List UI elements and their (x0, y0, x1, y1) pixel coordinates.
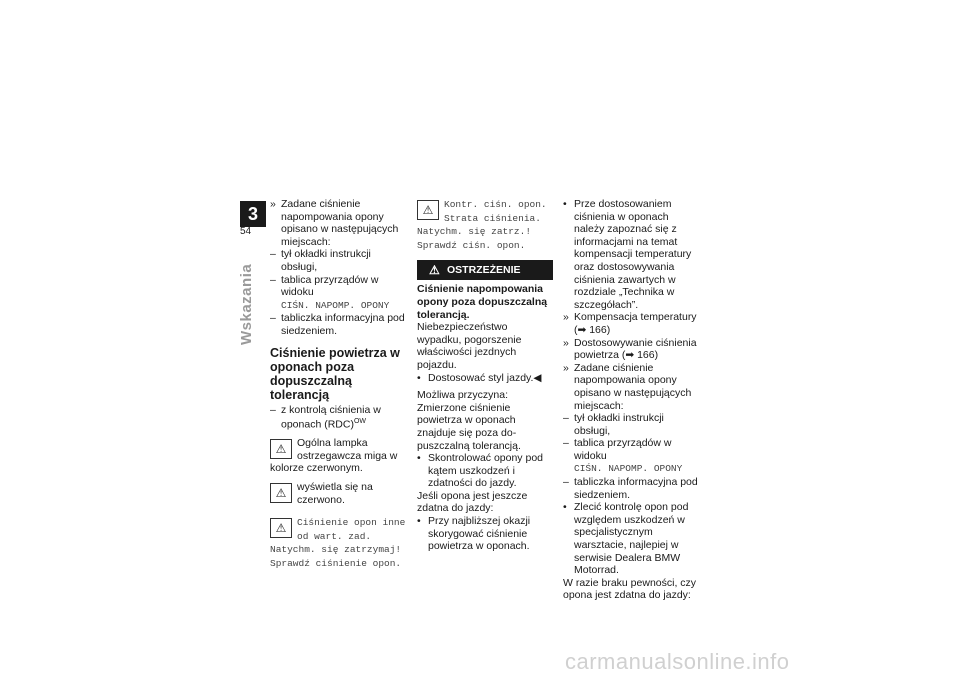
list-item (563, 198, 701, 311)
note-text: Ogólna lampka ostrzegawcza miga w kolorze czerwonym. (270, 437, 398, 475)
item-text: Kompensacja temperatury (➡ 166) (574, 311, 697, 336)
arrow-marker: » (563, 336, 569, 349)
list-item (270, 312, 406, 337)
list-item (417, 452, 553, 490)
item-text: tył okładki instrukcji obsługi, (574, 412, 664, 437)
warning-lamp-note (270, 437, 406, 475)
warning-triangle-icon: ⚠ (270, 518, 292, 538)
dash-marker: – (563, 437, 569, 450)
list-item (270, 248, 406, 273)
item-text: Dostosowywanie ciśnienia powietrza (➡ 166) (574, 336, 697, 362)
item-text: Przy najbliższej okazji skorygować ciśnienie powietrza w oponach. (428, 515, 531, 553)
paragraph: W razie braku pewności, czy opona jest zdatna do jazdy: (563, 576, 697, 602)
display-text: Kontr. ciśn. opon. Strata ciśnienia. Natychm. się zatrz.! Sprawdź ciśn. opon. (417, 199, 547, 251)
bullet-marker: • (417, 371, 421, 384)
arrow-marker: » (270, 198, 276, 210)
column-2 (417, 198, 553, 553)
item-text: tabliczka informacyjna pod siedzeniem. (281, 312, 405, 337)
bullet-marker: • (417, 452, 421, 465)
note-text: wyświetla się na czerwono. (297, 481, 373, 506)
bullet-marker: • (417, 515, 421, 528)
display-text: CIŚN. NAPOMP. OPONY (281, 299, 390, 311)
warning-triangle-icon: ⚠ (429, 263, 440, 278)
paragraph: Jeśli opona jest jeszcze zdatna do jazdy: (417, 489, 528, 515)
list-item (563, 362, 701, 412)
dash-marker: – (270, 403, 276, 416)
arrow-marker: » (563, 311, 569, 324)
dash-marker: – (270, 248, 276, 261)
dash-marker: – (270, 312, 276, 325)
warning-triangle-icon: ⚠ (270, 483, 292, 503)
bullet-marker: • (563, 501, 567, 514)
chapter-number: 3 (240, 201, 266, 227)
bullet-marker: • (563, 198, 567, 210)
warning-triangle-icon: ⚠ (417, 200, 439, 220)
page-number: 54 (240, 226, 252, 237)
item-text: tył okładki instrukcji obsługi, (281, 248, 371, 273)
section-label: Wskazania (238, 263, 255, 345)
list-item (417, 372, 553, 385)
list-item (563, 501, 701, 577)
list-item (270, 404, 406, 432)
item-text: Zadane ciśnienie napompowania opony opisano w następujących miejscach: (574, 361, 692, 412)
column-3 (563, 198, 701, 602)
list-item (270, 198, 406, 248)
list-item (417, 515, 553, 553)
item-text: Skontrolować opony pod kątem uszkodzeń i zdatności do jazdy. (428, 452, 543, 490)
warning-message-note (417, 198, 553, 252)
column-1 (270, 198, 406, 571)
warning-triangle-icon: ⚠ (270, 439, 292, 459)
section-heading: Ciśnienie powietrza w oponach poza dopuszczalną tolerancją (270, 345, 400, 402)
item-text: tabliczka informacyjna pod siedzeniem. (574, 476, 698, 501)
display-text: CIŚN. NAPOMP. OPONY (574, 463, 683, 475)
list-item (563, 412, 701, 437)
warning-message-note (270, 516, 406, 570)
item-text: tablica przyrządów w widoku (281, 273, 379, 299)
arrow-marker: » (563, 361, 569, 374)
list-item (563, 311, 701, 336)
cause-label: Możliwa przyczyna: (417, 389, 509, 402)
warning-title: Ciśnienie napompowania opony poza dopuszczalną tolerancją. (417, 283, 548, 321)
warning-bar-label: OSTRZEŻENIE (447, 264, 521, 277)
display-text: Ciśnienie opon inne od wart. zad. Natychm. się zatrzymaj! Sprawdź ciśnienie opon. (270, 517, 406, 569)
option-sup: OW (353, 418, 367, 426)
list-item (563, 337, 701, 362)
item-text: Zlecić kontrolę opon pod względem uszkodzeń w specjalistycznym warsztacie, najlepiej w serwisie Dealera BMW Motorrad. (574, 501, 689, 577)
list-item (563, 476, 701, 501)
list-item (563, 437, 701, 476)
cause-text: Zmierzone ciśnienie powietrza w oponach znajduje się poza dopuszczalną tolerancją. (417, 401, 521, 452)
warning-bar (417, 260, 553, 280)
dash-marker: – (563, 476, 569, 489)
dash-marker: – (270, 273, 276, 286)
dash-marker: – (563, 412, 569, 425)
item-text: Zadane ciśnienie napompowania opony opisano w następujących miejscach: (281, 198, 399, 248)
item-text: Dostosować styl jazdy.◀ (428, 371, 542, 384)
warning-display-note (270, 481, 406, 506)
item-text: Prze dostosowaniem ciśnienia w oponach należy zapoznać się z informacjami na temat kompensacji temperatury oraz dostosowywania ciśnienia zawartych w rozdziale „Technika w szczegółach”. (574, 198, 692, 311)
watermark-text: carmanualsonline.info (565, 649, 790, 674)
item-text: tablica przyrządów w widoku (574, 437, 672, 462)
list-item (270, 274, 406, 313)
warning-text: Niebezpieczeństwo wypadku, pogorszenie właściwości jezdnych pojazdu. (417, 321, 522, 371)
item-text: z kontrolą ciśnienia w oponach (RDC) (281, 403, 381, 431)
